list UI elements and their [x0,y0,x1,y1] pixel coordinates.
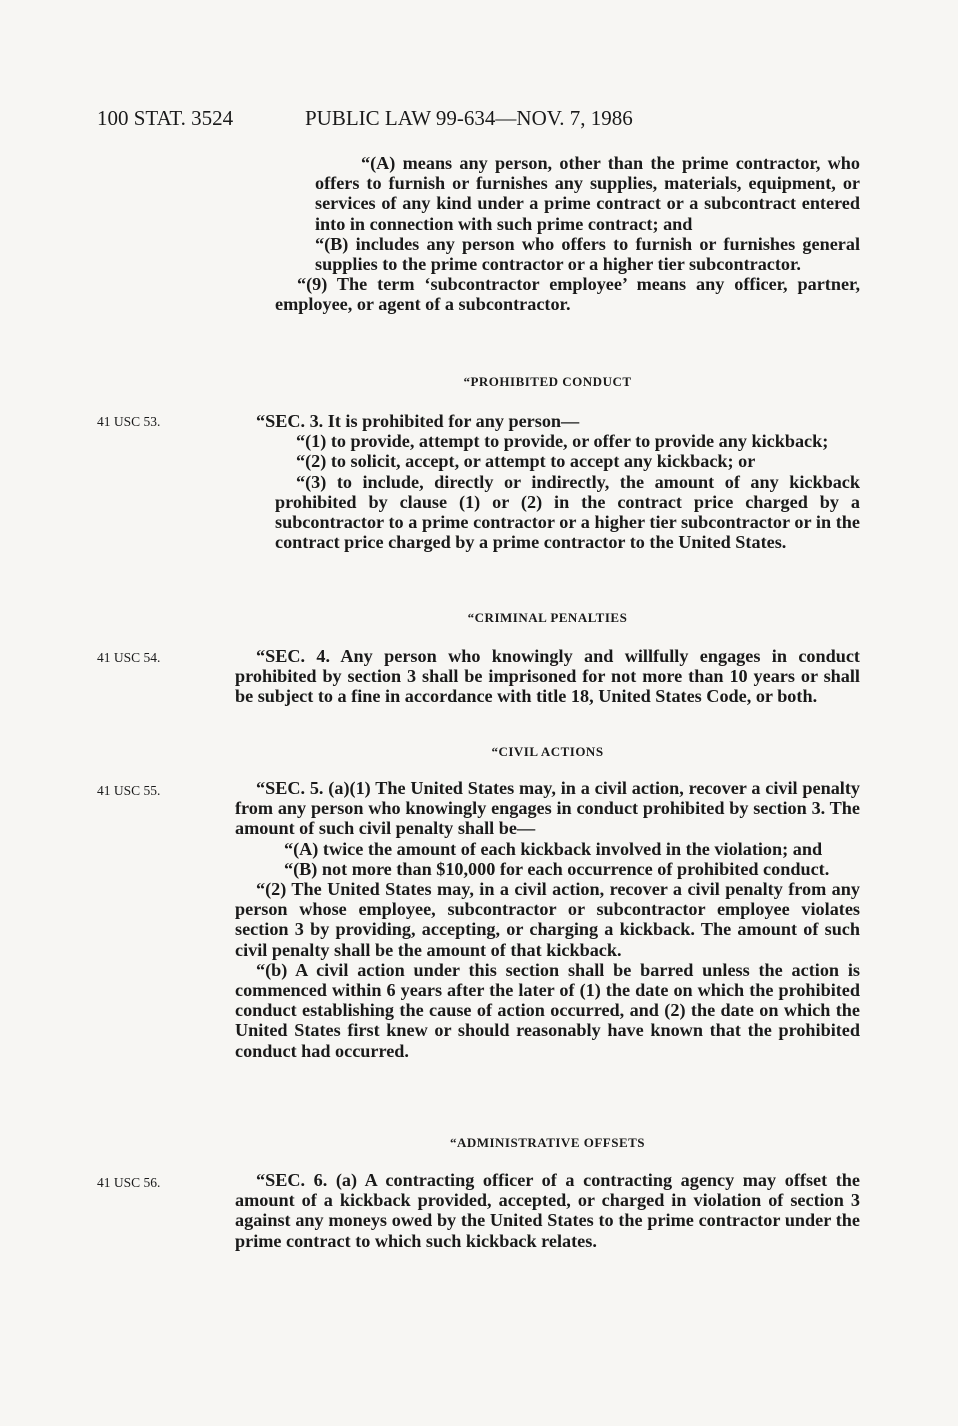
paragraph-9: “(9) The term ‘subcontractor employee’ means any officer, partner, employee, or agent of a subcontractor. [275,274,860,315]
section-3-intro: “SEC. 3. It is prohibited for any person— [256,411,580,431]
section-heading-criminal-penalties: “CRIMINAL PENALTIES [467,610,628,625]
section-3-item-1: “(1) to provide, attempt to provide, or offer to provide any kickback; [296,431,829,452]
section-5-b: “(b) A civil action under this section shall be barred unless the action is commenced within 6 years after the later of (1) the date on which the prohibited conduct establishing the cause of action occurred, and (2) the date on which the United States first knew or should reasonably have known that the prohibited conduct had occurred. [235,959,860,1061]
margin-note-41-usc-54: 41 USC 54. [97,650,161,665]
section-3-item-2: “(2) to solicit, accept, or attempt to accept any kickback; or [296,451,756,472]
margin-note-41-usc-55: 41 USC 55. [97,783,161,798]
section-5-a2: “(2) The United States may, in a civil action, recover a civil penalty from any person whose employee, subcontractor or subcontractor employee violates section 3 by providing, accepting, or charging a kickback. The amount of such civil penalty shall be the amount of that kickback. [235,879,860,960]
paragraph-b: “(B) includes any person who offers to furnish or furnishes general supplies to the prime contractor or a higher tier subcontractor. [315,233,860,275]
section-heading-prohibited-conduct: “PROHIBITED CONDUCT [463,374,632,389]
page-title: PUBLIC LAW 99-634—NOV. 7, 1986 [305,106,633,130]
margin-note-41-usc-53: 41 USC 53. [97,414,161,429]
section-5-a1: “SEC. 5. (a)(1) The United States may, in a civil action, recover a civil penalty from any person who knowingly engages in conduct prohibited by section 3. The amount of such civil penalty shall be— [235,778,860,839]
section-6-text: “SEC. 6. (a) A contracting officer of a contracting agency may offset the amount of a kickback provided, accepted, or charged in violation of section 3 against any moneys owed by the United States to the prime contractor under the prime contract to which such kickback relates. [235,1170,860,1251]
definitions-block [235,153,860,315]
paragraph-a: “(A) means any person, other than the prime contractor, who offers to furnish or furnishes any supplies, materials, equipment, or services of any kind under a prime contract or a subcontract entered into in connection with such prime contract; and [315,153,860,234]
section-4-block [235,646,860,707]
statute-citation: 100 STAT. 3524 [97,106,234,130]
section-5-a1-B: “(B) not more than $10,000 for each occurrence of prohibited conduct. [284,858,830,879]
section-5-a1-A: “(A) twice the amount of each kickback involved in the violation; and [284,838,823,859]
margin-note-41-usc-56: 41 USC 56. [97,1175,161,1190]
section-3-item-3: “(3) to include, directly or indirectly, the amount of any kickback prohibited by clause (1) or (2) in the contract price charged by a subcontractor to a prime contractor or a higher tier subcontractor or in the contract price charged by a prime contractor to the United States. [275,471,860,553]
section-4-text: “SEC. 4. Any person who knowingly and willfully engages in conduct prohibited by section 3 shall be imprisoned for not more than 10 years or shall be subject to a fine in accordance with title 18, United States Code, or both. [235,646,860,707]
section-heading-civil-actions: “CIVIL ACTIONS [491,744,604,759]
section-3-block [235,411,860,552]
section-6-block [235,1170,860,1251]
section-5-block [235,778,860,1061]
section-heading-administrative-offsets: “ADMINISTRATIVE OFFSETS [449,1135,646,1150]
